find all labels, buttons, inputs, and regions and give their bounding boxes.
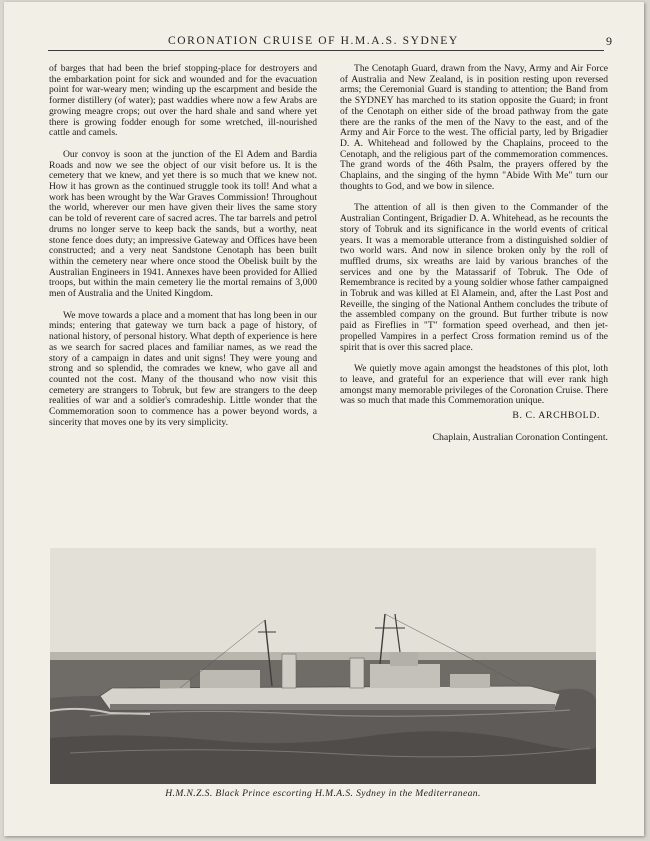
paragraph: We move towards a place and a moment that has long been in our minds; entering that gateway we turn back a page of history, of national history, of personal history. What depth of experience is here as we search for sacred places and familiar names, as we read the story of a campaign in dates and unit signs! They were young and strong and so splendid, the comrades we knew, who gave all and counted not the cost. Many of the thousand who now visit this cemetery are strangers to Tobruk, but few are strangers to the deep realities of war and a soldier's comradeship. Little wonder that the Commemoration soon to commence has a power beyond words, a sincerity that moves one by its very simplicity. — [49, 309, 317, 428]
right-column — [340, 64, 608, 455]
running-title: CORONATION CRUISE OF H.M.A.S. SYDNEY — [168, 35, 459, 47]
author-title: Chaplain, Australian Coronation Contingent. — [432, 431, 608, 443]
paragraph: of barges that had been the brief stopping-place for destroyers and the embarkation point for sick and wounded and for the evacuation point for war-weary men; winding up the escarpment and beside the former distillery (of water); past waddies where now a few Arabs are growing meagre crops; out over the hard shale and sand where yet there is growing fodder enough for some wretched, ill-nourished cattle and camels. — [49, 63, 317, 139]
magazine-page — [4, 2, 644, 836]
ship-photo — [50, 548, 596, 784]
paragraph: Our convoy is soon at the junction of the El Adem and Bardia Roads and now we see the object of our visit before us. It is the cemetery that we knew, and yet there is so much that we knew not. How it has grown as the continued struggle took its toll! And what a work has been wrought by the War Graves Commission! Throughout the world, wherever our men have given their lives the same story can be told of reverent care of sacred acres. The tar barrels and petrol drums no longer serve to keep back the sands, but a worthy, neat stone fence does duty; an impressive Gateway and Offices have been constructed; and a very neat Sandstone Cenotaph has been built within the cemetery near where once stood the Obelisk built by the Australian Engineers in 1941. Annexes have been provided for Allied troops, but within the main cemetery lie the mortal remains of 3,000 men of Australia and the United Kingdom. — [49, 148, 317, 300]
author-name: B. C. ARCHBOLD. — [512, 410, 600, 422]
photo-caption: H.M.N.Z.S. Black Prince escorting H.M.A.S. Sydney in the Mediterranean. — [165, 788, 481, 799]
paragraph: The attention of all is then given to the Commander of the Australian Contingent, Brigadier D. A. Whitehead, as he recounts the story of Tobruk and its significance in the world events of critical years. It was a memorable utterance from a distinguished soldier of two world wars. And now in silence broken only by the roll of muffled drums, six wreaths are laid by various branches of the services and one by the Matassarif of Tobruk. The Ode of Remembrance is recited by a young soldier whose father campaigned in Tobruk and was killed at El Alamein, and, after the Last Post and Reveille, the singing of the National Anthem concludes the tribute of the assembled company on the ground. But further tribute is now paid as Fireflies in "T" formation speed overhead, and then jet-propelled Vampires in a perfect Cross formation remind us of the spirit that is over this sacred place. — [340, 202, 608, 353]
paragraph: We quietly move again amongst the headstones of this plot, loth to leave, and grateful for an experience that will ever rank high amongst many memorable privileges of the Coronation Cruise. There was so much that made this Commemoration unique. — [340, 363, 608, 407]
running-header — [48, 32, 612, 51]
left-column — [49, 64, 317, 440]
page-number: 9 — [606, 34, 612, 48]
paragraph: The Cenotaph Guard, drawn from the Navy, Army and Air Force of Australia and New Zealand, is in position resting upon reversed arms; the Ceremonial Guard is standing to attention; the Band from the SYDNEY has marched to its station opposite the Guard; in front of the Cenotaph on either side of the broad pathway from the gate there are the ranks of the men of the Navy to the east, and of the Army and Air Force to the west. The official party, led by Brigadier D. A. Whitehead and followed by the Chaplains, proceed to the Cenotaph, and the religious part of the commemoration commences. The grand words of the 46th Psalm, the prayers offered by the Chaplains, and the singing of the hymn "Abide With Me" turn our thoughts to God, and we bow in silence. — [340, 63, 608, 192]
ship-photo-illustration — [50, 548, 596, 784]
